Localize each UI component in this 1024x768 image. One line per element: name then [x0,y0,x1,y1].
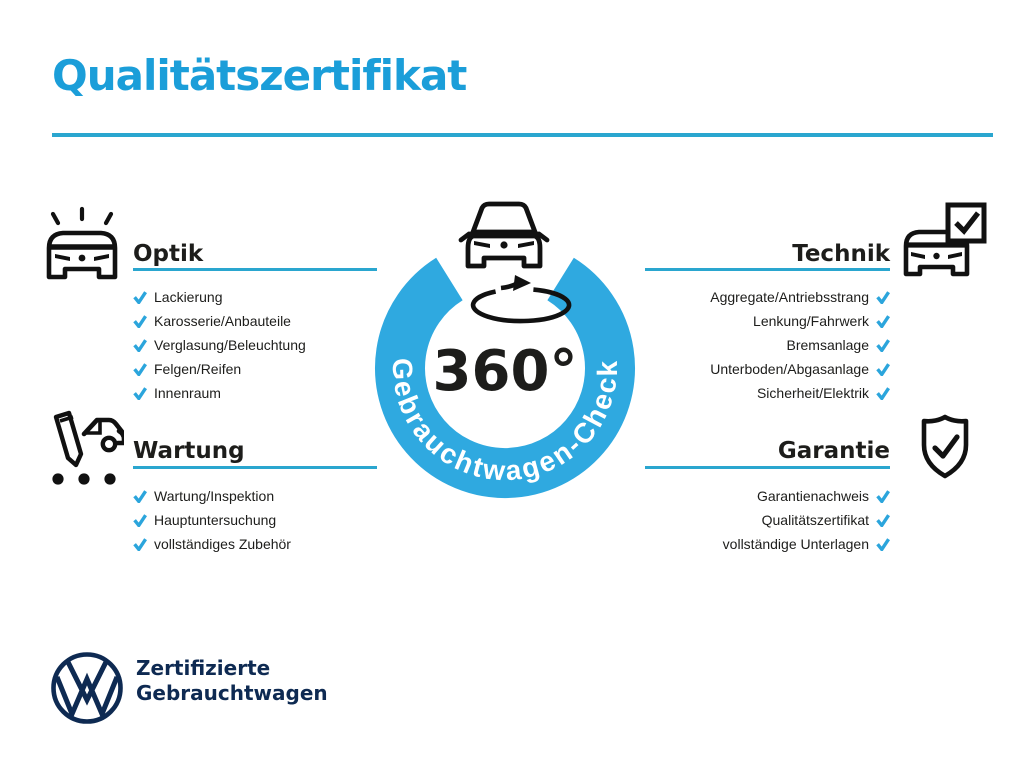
checklist-item [590,508,890,532]
car-checkbox-icon [902,200,990,286]
check-icon [876,538,890,551]
vw-logo [50,651,124,725]
section-rule-optik [133,268,377,271]
checklist-item-label: Lenkung/Fahrwerk [753,313,869,329]
check-icon [133,339,147,352]
checklist-item [590,532,890,556]
checklist-item-label: Sicherheit/Elektrik [756,385,869,401]
checklist-item-label: Bremsanlage [786,337,869,353]
checklist-item-label: Hauptuntersuchung [154,512,277,528]
section-title-garantie: Garantie [777,438,890,464]
footer-claim-line2: Gebrauchtwagen [136,681,328,705]
checklist-item-label: Felgen/Reifen [154,361,242,377]
checklist-item-label: Wartung/Inspektion [154,488,275,504]
section-rule-garantie [645,466,890,469]
check-icon [876,339,890,352]
checklist-item-label: Unterboden/Abgasanlage [710,361,869,377]
checklist-item-label: vollständige Unterlagen [722,536,869,552]
pencil-car-icon [42,407,124,489]
page-title: Qualitätszertifikat [52,51,467,100]
title-rule [52,133,993,137]
badge-center-label: 360° [432,339,578,404]
badge-ring-label: Gebrauchtwagen-Check [386,357,624,487]
checklist-item-label: vollständiges Zubehör [154,536,291,552]
check-icon [876,291,890,304]
footer-claim [136,656,328,706]
check-icon [133,315,147,328]
section-title-wartung: Wartung [133,438,245,464]
section-rule-technik [645,268,890,271]
checklist-item-label: Lackierung [154,289,223,305]
car-rotation-icon [461,204,547,266]
check-icon [133,387,147,400]
check-icon [876,315,890,328]
checklist-item [133,532,433,556]
checklist-item-label: Verglasung/Beleuchtung [154,337,306,353]
section-title-optik: Optik [133,241,204,267]
section-rule-wartung [133,466,377,469]
check-icon [133,514,147,527]
shield-check-icon [910,412,980,484]
checklist-item-label: Aggregate/Antriebsstrang [710,289,869,305]
check-icon [133,291,147,304]
checklist-item [133,508,433,532]
car-shine-icon [40,203,124,287]
footer-claim-line1: Zertifizierte [136,656,271,680]
checklist-item-label: Karosserie/Anbauteile [154,313,291,329]
checklist-item-label: Qualitätszertifikat [761,512,869,528]
section-title-technik: Technik [792,241,890,267]
checklist-item-label: Garantienachweis [756,488,869,504]
checklist-item-label: Innenraum [154,385,221,401]
check-icon [133,538,147,551]
check-icon [876,363,890,376]
check-icon [876,490,890,503]
check-icon [876,514,890,527]
check-icon [133,363,147,376]
check-icon [133,490,147,503]
check-icon [876,387,890,400]
badge-360-check [355,190,655,510]
rotation-arrow-icon [501,275,531,291]
